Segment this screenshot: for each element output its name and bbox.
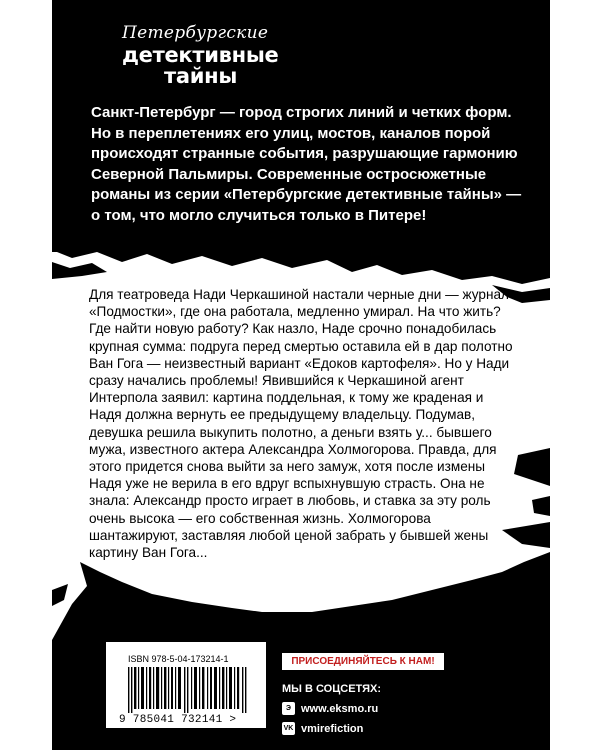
vk-link: vmirefiction — [301, 722, 364, 735]
blurb-paragraph: Для театроведа Нади Черкашиной настали черные дни — журнал «Подмостки», где она работала, медленно умирал. На что жить? Где найти новую работу? Как назло, Наде срочно понадобилась крупная сумма: подруга перед смертью оставила ей в дар полотно Ван Гога — неизвестный вариант «Едоков картофеля». Но у Нади сразу начались проблемы! Явившийся к Черкашиной агент Интерпола заявил: картина поддельная, к тому же краденая и Надя должна вернуть ее предыдущему владельцу. Подумав, девушка решила выкупить полотно, а деньги взять у... бывшего мужа, известного актера Александра Холмогорова. Правда, для этого придется снова выйти за него замуж, хотя после измены Надя уже не верила в его вдруг вспыхнувшую страсть. Она не знала: Александр просто играет в любовь, и ставка за эту роль очень высока — его собственная жизнь. Холмогорова шантажируют, заставляя любой ценой забрать у бывшей жены картину Ван Гога... — [89, 287, 513, 561]
site-link: www.eksmo.ru — [301, 702, 379, 715]
series-logo-line-1: Петербургские — [122, 23, 269, 43]
social-block — [282, 653, 447, 735]
series-logo — [122, 25, 279, 87]
site-row — [282, 702, 447, 715]
barcode-panel — [106, 642, 266, 728]
vk-row — [282, 722, 447, 735]
book-blurb — [89, 286, 519, 561]
isbn-text: ISBN 978-5-04-173214-1 — [128, 654, 229, 664]
book-back-cover — [52, 0, 550, 750]
series-logo-line-3: тайны — [164, 64, 238, 88]
social-title: МЫ В СОЦСЕТЯХ: — [282, 683, 382, 695]
series-intro-text: Санкт-Петербург — город строгих линий и четких форм. Но в переплетениях его улиц, мостов, каналов порой происходят странные события, разрушающие гармонию Северной Пальмиры. Современные остросюжетные романы из серии «Петербургские детективные тайны» — о том, что могло случиться только в Питере! — [91, 104, 522, 224]
barcode-image — [128, 667, 252, 713]
barcode-number: 9 785041 732141 > — [119, 714, 237, 726]
join-us-banner: ПРИСОЕДИНЯЙТЕСЬ К НАМ! — [282, 653, 444, 670]
eksmo-icon: Э — [282, 702, 295, 715]
vk-icon: VK — [282, 722, 295, 735]
series-logo-line-2: детективные — [122, 43, 279, 67]
